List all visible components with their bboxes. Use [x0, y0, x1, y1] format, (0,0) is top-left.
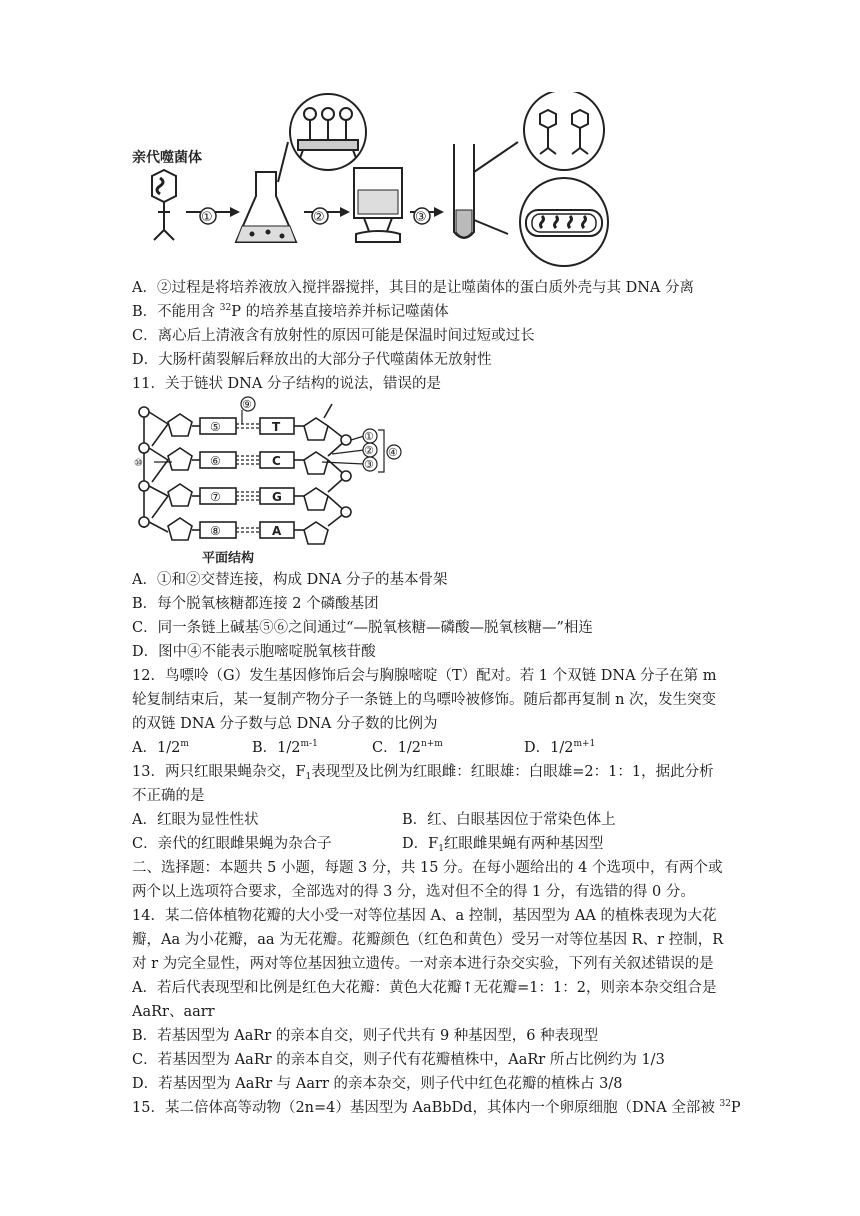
figure2-caption: 平面结构	[202, 551, 255, 566]
q15-stem-text: 15．某二倍体高等动物（2n=4）基因型为 AaBbDd，其体内一个卵原细胞（DNA 全部被	[132, 1100, 720, 1116]
q10-option-b-text2: P 的培养基直接培养并标记噬菌体	[231, 304, 449, 320]
q14-stem-line3: 对 r 为完全显性，两对等位基因独立遗传。一对亲本进行杂交实验，下列有关叙述错误的是	[132, 956, 714, 972]
q13-stem-sub: 1	[305, 772, 312, 782]
q14-option-a-line1: A．若后代表现型和比例是红色大花瓣：黄色大花瓣↑无花瓣=1：1：2，则亲本杂交组合是	[132, 980, 717, 996]
blender-icon	[354, 168, 402, 242]
parent-phage-icon	[152, 170, 176, 240]
q13-stem-text: 13．两只红眼果蝇杂交，F	[132, 764, 306, 780]
q12-option-d-sup: m+1	[573, 739, 596, 749]
q14-stem-line2: 瓣，Aa 为小花瓣，aa 为无花瓣。花瓣颜色（红色和黄色）受另一对等位基因 R、r 控制，R	[132, 932, 724, 948]
left-base-boxes	[192, 418, 236, 538]
sediment-bacteria-view	[520, 178, 608, 266]
q11-stem: 11．关于链状 DNA 分子结构的说法，错误的是	[132, 376, 441, 392]
right-base-boxes	[260, 418, 304, 538]
node-5: ⑤	[210, 420, 221, 434]
q14-option-c: C．若基因型为 AaRr 的亲本自交，则子代有花瓣植株中，AaRr 所占比例约为 1/3	[132, 1052, 665, 1068]
q11-option-b: B．每个脱氧核糖都连接 2 个磷酸基团	[132, 596, 379, 612]
supernatant-phage-view	[524, 92, 604, 170]
mark-1: ①	[364, 430, 374, 443]
q12-stem-line2: 轮复制结束后，某一复制产物分子一条链上的鸟嘌呤被修饰。随后都再复制 n 次，发生突变	[132, 692, 717, 708]
q12-option-c	[372, 738, 443, 758]
q14-option-a-line2: AaRr、aarr	[132, 1004, 215, 1020]
q14-option-d: D．若基因型为 AaRr 与 Aarr 的亲本杂交，则子代中红色花瓣的植株占 3/8	[132, 1076, 623, 1092]
step1-arrow	[186, 207, 240, 225]
q13-option-d-text: D．F	[402, 836, 439, 852]
q13-stem-text2: 表现型及比例为红眼雌：红眼雄：白眼雄=2：1：1，据此分析	[311, 764, 714, 780]
step3-arrow	[410, 207, 444, 225]
q12-option-d-text: D．1/2	[524, 740, 574, 756]
base-T: T	[272, 420, 281, 434]
hydrogen-bonds	[236, 424, 260, 532]
mark-9: ⑨	[242, 398, 252, 411]
q12-option-a-text: A．1/2	[132, 740, 181, 756]
q12-option-c-text: C．1/2	[372, 740, 421, 756]
q12-option-d	[524, 738, 595, 758]
phage-experiment-figure	[128, 92, 738, 272]
node-7: ⑦	[210, 490, 221, 504]
q10-option-a: A．②过程是将培养液放入搅拌器搅拌，其目的是让噬菌体的蛋白质外壳与其 DNA 分离	[132, 280, 694, 296]
q13-option-b: B．红、白眼基因位于常染色体上	[402, 812, 616, 828]
q12-option-c-sup: n+m	[420, 739, 443, 749]
q10-option-c: C．离心后上清液含有放射性的原因可能是保温时间过短或过长	[132, 328, 535, 344]
q12-stem-line3: 的双链 DNA 分子数与总 DNA 分子数的比例为	[132, 716, 438, 732]
q13-option-a: A．红眼为显性性状	[132, 812, 259, 828]
left-sugar-pentagons	[168, 414, 192, 540]
q13-stem-line1	[132, 762, 714, 782]
q10-option-b-text: B．不能用含	[132, 304, 220, 320]
q12-option-b	[252, 738, 318, 758]
step3-label: ③	[415, 210, 427, 225]
q12-option-b-text: B．1/2	[252, 740, 301, 756]
centrifuge-tube-icon	[454, 142, 518, 238]
node-6: ⑥	[210, 454, 221, 468]
right-strand-backbone	[324, 404, 351, 526]
q13-stem-line2: 不正确的是	[132, 788, 205, 804]
base-A: A	[272, 524, 282, 538]
q10-option-b-sup: 32	[219, 303, 232, 313]
q15-stem	[132, 1098, 741, 1118]
q11-option-c: C．同一条链上碱基⑤⑥之间通过“—脱氧核糖—磷酸—脱氧核糖—”相连	[132, 620, 593, 636]
q11-option-d: D．图中④不能表示胞嘧啶脱氧核苷酸	[132, 644, 376, 660]
step2-arrow	[304, 207, 350, 225]
q12-option-a	[132, 738, 189, 758]
q15-stem-text2: P	[730, 1100, 741, 1116]
q13-option-c: C．亲代的红眼雌果蝇为杂合子	[132, 836, 332, 852]
mark-4: ④	[388, 446, 398, 459]
node-8: ⑧	[210, 524, 221, 538]
q15-stem-sup: 32	[719, 1099, 731, 1109]
q13-option-d-text2: 红眼雌果蝇有两种基因型	[443, 836, 604, 852]
q14-stem-line1: 14．某二倍体植物花瓣的大小受一对等位基因 A、a 控制，基因型为 AA 的植株表现为大花	[132, 908, 717, 924]
base-G: G	[272, 490, 282, 504]
q13-option-d-sub: 1	[438, 844, 444, 854]
step1-label: ①	[201, 210, 213, 225]
q12-stem-line1: 12．鸟嘌呤（G）发生基因修饰后会与胸腺嘧啶（T）配对。若 1 个双链 DNA 分子在第 m	[132, 668, 717, 684]
section2-heading-line2: 两个以上选项符合要求，全部选对的得 3 分，选对但不全的得 1 分，有选错的得 0 分。	[132, 884, 695, 900]
q10-option-d: D．大肠杆菌裂解后释放出的大部分子代噬菌体无放射性	[132, 352, 492, 368]
q12-option-a-sup: m	[180, 739, 189, 749]
mark-10: ⑩	[134, 458, 143, 469]
q14-option-b: B．若基因型为 AaRr 的亲本自交，则子代共有 9 种基因型，6 种表现型	[132, 1028, 599, 1044]
flask-icon	[236, 172, 296, 242]
dna-plane-structure-figure	[132, 396, 412, 568]
right-sugar-pentagons	[304, 418, 328, 544]
magnified-infection-view	[278, 94, 366, 182]
q13-option-d	[402, 834, 603, 854]
base-C: C	[272, 454, 281, 468]
mark-2: ②	[364, 444, 374, 457]
section2-heading-line1: 二、选择题：本题共 5 小题，每题 3 分，共 15 分。在每小题给出的 4 个选项中，有两个或	[132, 860, 723, 876]
step2-label: ②	[313, 210, 325, 225]
left-strand-backbone	[139, 407, 168, 532]
q10-option-b	[132, 302, 449, 322]
q11-option-a: A．①和②交替连接，构成 DNA 分子的基本骨架	[132, 572, 448, 588]
figure1-label: 亲代噬菌体	[132, 150, 202, 166]
q12-option-b-sup: m-1	[300, 739, 318, 749]
mark-3: ③	[364, 458, 374, 471]
